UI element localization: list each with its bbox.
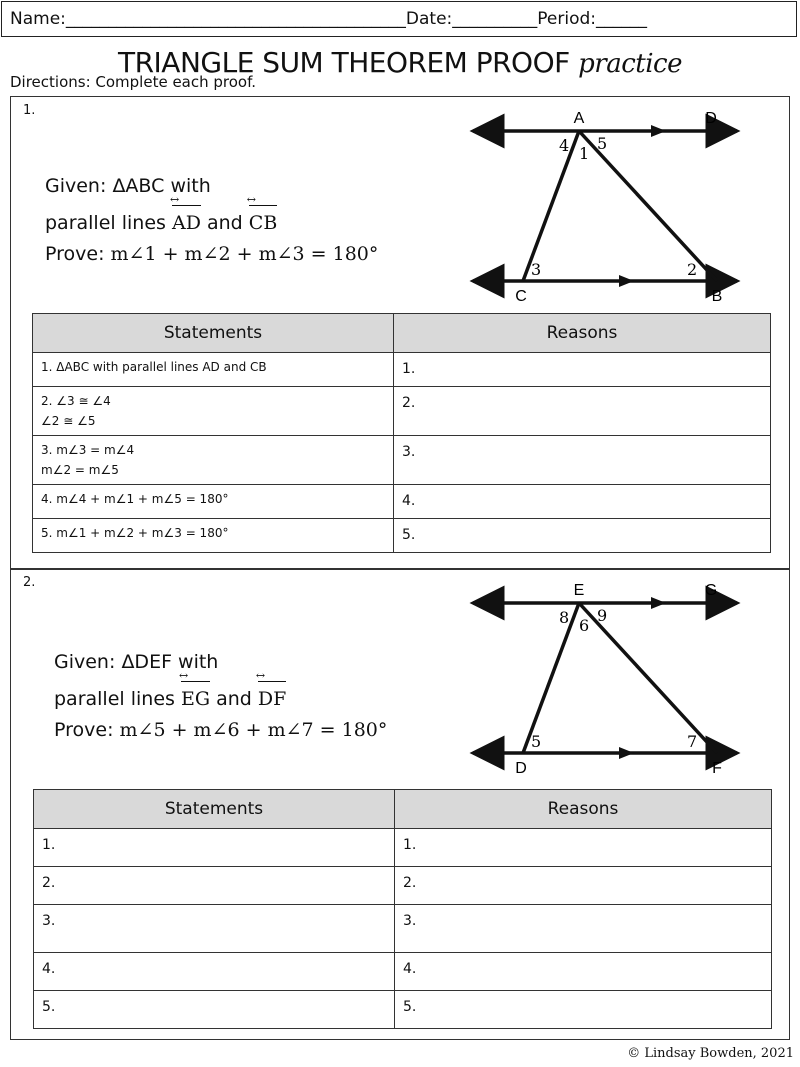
reasons-header: Reasons xyxy=(394,314,771,353)
label-g: G xyxy=(704,582,718,599)
side-ac xyxy=(523,131,579,281)
angle-1: 1 xyxy=(579,144,590,163)
label-d: D xyxy=(705,110,717,127)
reason-cell[interactable]: 4. xyxy=(394,485,771,519)
statement-cell: 2. ∠3 ≅ ∠4 ∠2 ≅ ∠5 xyxy=(33,387,394,436)
statements-header: Statements xyxy=(33,314,394,353)
directions: Directions: Complete each proof. xyxy=(10,73,257,91)
reason-cell[interactable]: 5. xyxy=(394,519,771,553)
parallel-arrow-top xyxy=(651,597,666,609)
proof-1-table xyxy=(32,313,771,553)
proof-number: 2. xyxy=(23,575,36,590)
angle-5: 5 xyxy=(531,732,542,751)
name-field[interactable]: ________________________________________ xyxy=(65,9,406,29)
proof-1-panel xyxy=(10,96,790,570)
statement-cell[interactable]: 2. xyxy=(34,867,395,905)
angle-3: 3 xyxy=(531,260,542,279)
parallel-arrow-bottom xyxy=(619,275,634,287)
label-f: F xyxy=(712,760,722,777)
reason-cell[interactable]: 1. xyxy=(394,353,771,387)
statements-header: Statements xyxy=(34,790,395,829)
proof-2-table xyxy=(33,789,772,1029)
angle-5: 5 xyxy=(597,134,608,153)
statement-cell: 4. m∠4 + m∠1 + m∠5 = 180° xyxy=(33,485,394,519)
label-b: B xyxy=(711,288,723,305)
proof-number: 1. xyxy=(23,103,36,118)
label-d: D xyxy=(515,760,527,777)
period-label: Period: xyxy=(537,9,597,29)
reason-cell[interactable]: 2. xyxy=(395,867,772,905)
reasons-header: Reasons xyxy=(395,790,772,829)
side-ef xyxy=(579,603,717,753)
page-title: TRIANGLE SUM THEOREM PROOF practice xyxy=(117,46,682,79)
reason-cell[interactable]: 2. xyxy=(394,387,771,436)
statement-cell[interactable]: 5. xyxy=(34,991,395,1029)
angle-8: 8 xyxy=(559,608,570,627)
side-ab xyxy=(579,131,717,281)
statement-cell[interactable]: 4. xyxy=(34,953,395,991)
name-label: Name: xyxy=(10,9,66,29)
reason-cell[interactable]: 1. xyxy=(395,829,772,867)
line-cb: CB ↔ xyxy=(249,202,278,239)
angle-2: 2 xyxy=(687,260,698,279)
angle-7: 7 xyxy=(687,732,698,751)
angle-4: 4 xyxy=(559,136,570,155)
statement-cell: 5. m∠1 + m∠2 + m∠3 = 180° xyxy=(33,519,394,553)
given-statement: Given: ΔDEF with parallel lines EG ↔ and DF ↔ Prove: m∠5 + m∠6 + m∠7 = 180° xyxy=(54,647,387,746)
date-field[interactable]: __________ xyxy=(452,9,538,29)
line-eg: EG ↔ xyxy=(181,678,210,715)
reason-cell[interactable]: 3. xyxy=(395,905,772,953)
reason-cell[interactable]: 5. xyxy=(395,991,772,1029)
triangle-abc-diagram xyxy=(461,105,751,305)
given-statement: Given: ΔABC with parallel lines AD ↔ and CB ↔ Prove: m∠1 + m∠2 + m∠3 = 180° xyxy=(45,171,378,270)
line-ad: AD ↔ xyxy=(172,202,201,239)
side-ed xyxy=(523,603,579,753)
date-label: Date: xyxy=(405,9,453,29)
statement-cell: 1. ΔABC with parallel lines AD and CB xyxy=(33,353,394,387)
angle-9: 9 xyxy=(597,606,608,625)
statement-cell[interactable]: 1. xyxy=(34,829,395,867)
statement-cell[interactable]: 3. xyxy=(34,905,395,953)
proof-2-panel xyxy=(10,568,790,1040)
period-field[interactable]: ______ xyxy=(596,9,648,29)
reason-cell[interactable]: 3. xyxy=(394,436,771,485)
angle-6: 6 xyxy=(579,616,590,635)
reason-cell[interactable]: 4. xyxy=(395,953,772,991)
copyright-footer: © Lindsay Bowden, 2021 xyxy=(627,1046,794,1061)
title-script: practice xyxy=(578,49,682,79)
label-c: C xyxy=(515,288,527,305)
label-e: E xyxy=(573,582,585,599)
label-a: A xyxy=(573,110,585,127)
statement-cell: 3. m∠3 = m∠4 m∠2 = m∠5 xyxy=(33,436,394,485)
student-info-header xyxy=(1,1,797,37)
prove-statement: m∠1 + m∠2 + m∠3 = 180° xyxy=(110,243,379,265)
parallel-arrow-top xyxy=(651,125,666,137)
prove-statement: m∠5 + m∠6 + m∠7 = 180° xyxy=(119,719,388,741)
parallel-arrow-bottom xyxy=(619,747,634,759)
line-df: DF ↔ xyxy=(258,678,286,715)
triangle-def-diagram xyxy=(461,577,751,777)
